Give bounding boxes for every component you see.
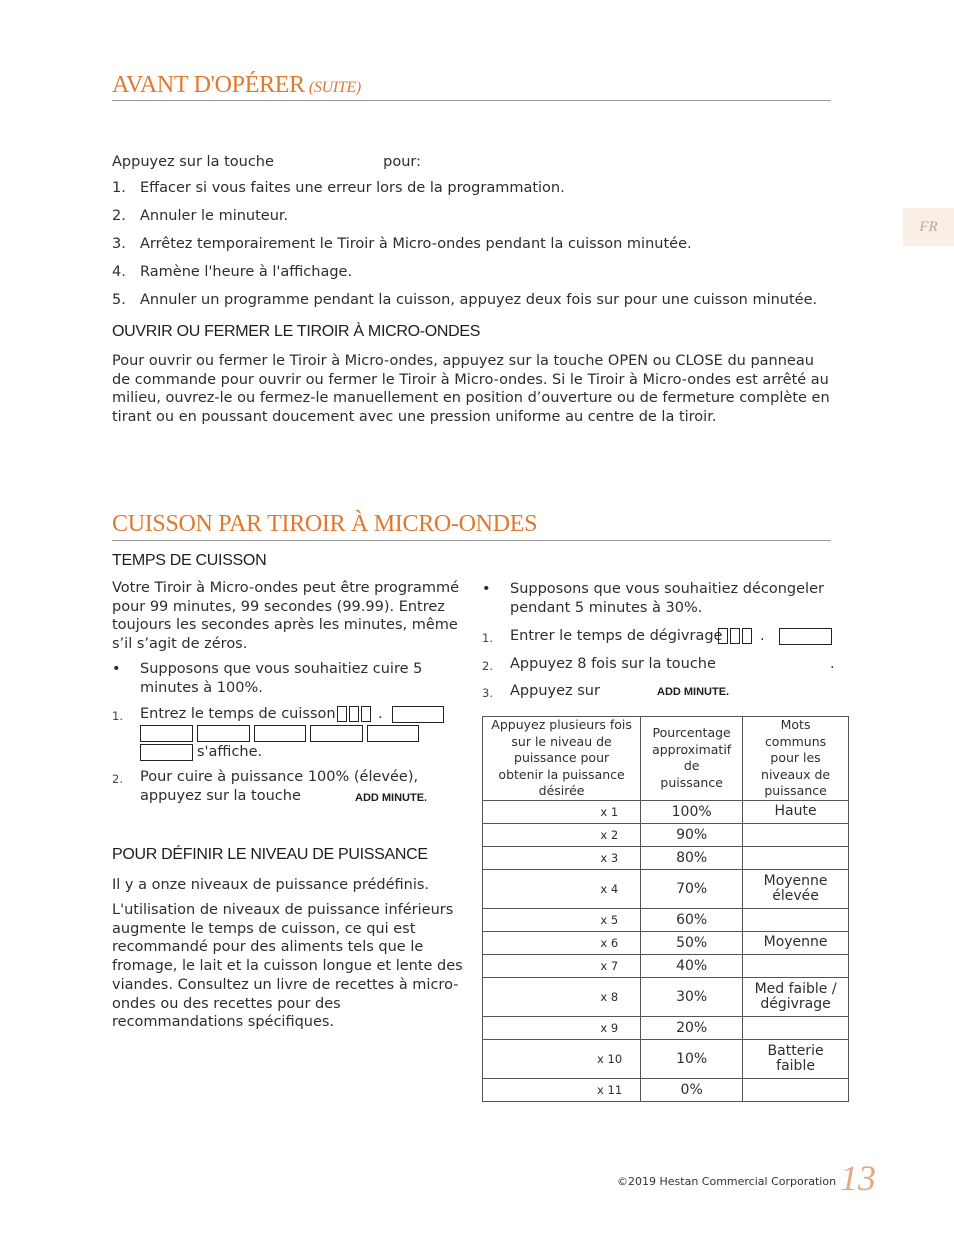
power-percent: 10% [641, 1039, 743, 1078]
power-word: Haute [743, 800, 849, 823]
power-percent: 90% [641, 823, 743, 846]
table-row [483, 846, 849, 869]
section-title-text: AVANT D'OPÉRER [112, 72, 305, 98]
display-box [197, 725, 250, 742]
cooking-time-heading: TEMPS DE CUISSON [112, 552, 267, 569]
power-level-table [482, 716, 849, 1102]
table-row [483, 1039, 849, 1078]
power-percent: 50% [641, 931, 743, 954]
display-box [310, 725, 363, 742]
list-item-number: 1. [112, 180, 126, 196]
title-divider [112, 100, 831, 101]
step-text: Entrez le temps de cuisson [140, 706, 336, 722]
press-count: x 7 [483, 954, 641, 977]
table-row [483, 1078, 849, 1101]
power-percent: 80% [641, 846, 743, 869]
power-word: Moyenne élevée [743, 869, 849, 908]
bullet-item [482, 580, 832, 617]
power-percent: 40% [641, 954, 743, 977]
list-item-number: 2. [112, 208, 126, 224]
step-text: Appuyez 8 fois sur la touche [510, 656, 716, 672]
add-minute-key-label: ADD MINUTE. [657, 686, 730, 698]
list-item-text: Ramène l'heure à l'affichage. [140, 264, 353, 280]
step-number: 1. [112, 709, 123, 723]
table-header-percent: Pourcentage approximatif de puissance [641, 717, 743, 801]
power-percent: 20% [641, 1016, 743, 1039]
display-box [140, 725, 193, 742]
table-row [483, 977, 849, 1016]
table-header-row [483, 717, 849, 801]
copyright-text: ©2019 Hestan Commercial Corporation [617, 1175, 837, 1188]
display-box [392, 706, 444, 723]
list-item-text: Annuler un programme pendant la cuisson, appuyez deux fois sur pour une cuisson minutée. [140, 292, 818, 308]
step-1-display-text: s'affiche. [197, 744, 263, 760]
stop-intro [112, 153, 421, 172]
power-percent: 0% [641, 1078, 743, 1101]
step-text: Pour cuire à puissance 100% (élevée), appuyez sur la touche [140, 769, 419, 804]
press-count: x 11 [483, 1078, 641, 1101]
key-box [361, 706, 371, 722]
table-row [483, 800, 849, 823]
power-word [743, 846, 849, 869]
key-box [742, 628, 752, 644]
add-minute-key-label: ADD MINUTE. [355, 792, 428, 804]
key-box [730, 628, 740, 644]
page-section-title [112, 72, 361, 99]
section-title-suffix: (SUITE) [308, 79, 361, 96]
table-row [483, 1016, 849, 1039]
list-item-number: 5. [112, 292, 126, 308]
table-row [483, 823, 849, 846]
language-tab: FR [903, 208, 954, 246]
press-count: x 1 [483, 800, 641, 823]
display-box [367, 725, 419, 742]
power-percent: 70% [641, 869, 743, 908]
page-number: 13 [840, 1158, 876, 1198]
step-dot: . [378, 706, 383, 722]
press-count: x 4 [483, 869, 641, 908]
power-level-heading: POUR DÉFINIR LE NIVEAU DE PUISSANCE [112, 846, 428, 863]
stop-intro-start: Appuyez sur la touche [112, 154, 274, 170]
open-close-paragraph: Pour ouvrir ou fermer le Tiroir à Micro-ondes, appuyez sur la touche OPEN ou CLOSE du panneau de commande pour ouvrir ou fermer le Tiroir à Micro-ondes. Si le Tiroir à Micro-ondes est arrêté au milieu, ouvrez-le ou fermez-le manuellement en position d’ouverture ou de fermeture complète en tirant ou en poussant doucement avec une pression uniforme au centre de la tiroir. [112, 353, 830, 426]
step-number: 1. [482, 631, 493, 645]
press-count: x 2 [483, 823, 641, 846]
step-dot: . [760, 628, 765, 644]
power-word [743, 908, 849, 931]
power-word: Batterie faible [743, 1039, 849, 1078]
step-end: . [830, 656, 835, 672]
bullet-text: Supposons que vous souhaitiez cuire 5 minutes à 100%. [140, 661, 423, 696]
list-item-number: 4. [112, 264, 126, 280]
table-row [483, 931, 849, 954]
step-number: 2. [112, 772, 123, 786]
table-row [483, 954, 849, 977]
press-count: x 6 [483, 931, 641, 954]
power-word [743, 823, 849, 846]
cooking-time-paragraph: Votre Tiroir à Micro-ondes peut être programmé pour 99 minutes, 99 secondes (99.99). Entrez toujours les secondes après les minutes, même s’il s’agit de zéros. [112, 580, 460, 653]
press-count: x 3 [483, 846, 641, 869]
open-close-heading: OUVRIR OU FERMER LE TIROIR À MICRO-ONDES [112, 323, 481, 340]
press-count: x 8 [483, 977, 641, 1016]
list-item-text: Effacer si vous faites une erreur lors de la programmation. [140, 180, 565, 196]
key-box [349, 706, 359, 722]
key-boxes [718, 628, 754, 647]
bullet-dot: • [112, 661, 121, 677]
key-box [337, 706, 347, 722]
list-item-text: Arrêtez temporairement le Tiroir à Micro-ondes pendant la cuisson minutée. [140, 236, 692, 252]
press-count: x 10 [483, 1039, 641, 1078]
power-level-intro: Il y a onze niveaux de puissance prédéfinis. [112, 877, 430, 893]
power-percent: 30% [641, 977, 743, 1016]
step-number: 3. [482, 686, 493, 700]
power-word [743, 1078, 849, 1101]
key-box [718, 628, 728, 644]
power-word [743, 1016, 849, 1039]
list-item-text: Annuler le minuteur. [140, 208, 289, 224]
table-row [483, 869, 849, 908]
step-text: Appuyez sur [510, 683, 600, 699]
list-item-number: 3. [112, 236, 126, 252]
table-header-press: Appuyez plusieurs fois sur le niveau de puissance pour obtenir la puissance désirée [483, 717, 641, 801]
display-box [140, 744, 193, 761]
power-word: Moyenne [743, 931, 849, 954]
press-count: x 9 [483, 1016, 641, 1039]
table-header-words: Mots communs pour les niveaux de puissance [743, 717, 849, 801]
table-row [483, 908, 849, 931]
key-boxes [337, 706, 373, 725]
cooking-title-divider [112, 540, 831, 541]
power-percent: 100% [641, 800, 743, 823]
step-text: Entrer le temps de dégivrage [510, 628, 723, 644]
stop-intro-end: pour: [383, 154, 421, 170]
step-number: 2. [482, 659, 493, 673]
power-word: Med faible / dégivrage [743, 977, 849, 1016]
bullet-text: Supposons que vous souhaitiez décongeler pendant 5 minutes à 30%. [510, 581, 824, 616]
bullet-item [112, 660, 432, 697]
display-box [254, 725, 306, 742]
bullet-dot: • [482, 581, 491, 597]
cooking-section-title: CUISSON PAR TIROIR À MICRO-ONDES [112, 511, 538, 537]
display-box [779, 628, 832, 645]
press-count: x 5 [483, 908, 641, 931]
power-percent: 60% [641, 908, 743, 931]
power-level-paragraph: L'utilisation de niveaux de puissance inférieurs augmente le temps de cuisson, ce qui est recommandé pour des aliments tels que le fromage, le lait et la cuisson longue et lente des viandes. Consultez un livre de recettes à micro-ondes ou des recettes pour des recommandations spécifiques. [112, 902, 463, 1031]
power-word [743, 954, 849, 977]
